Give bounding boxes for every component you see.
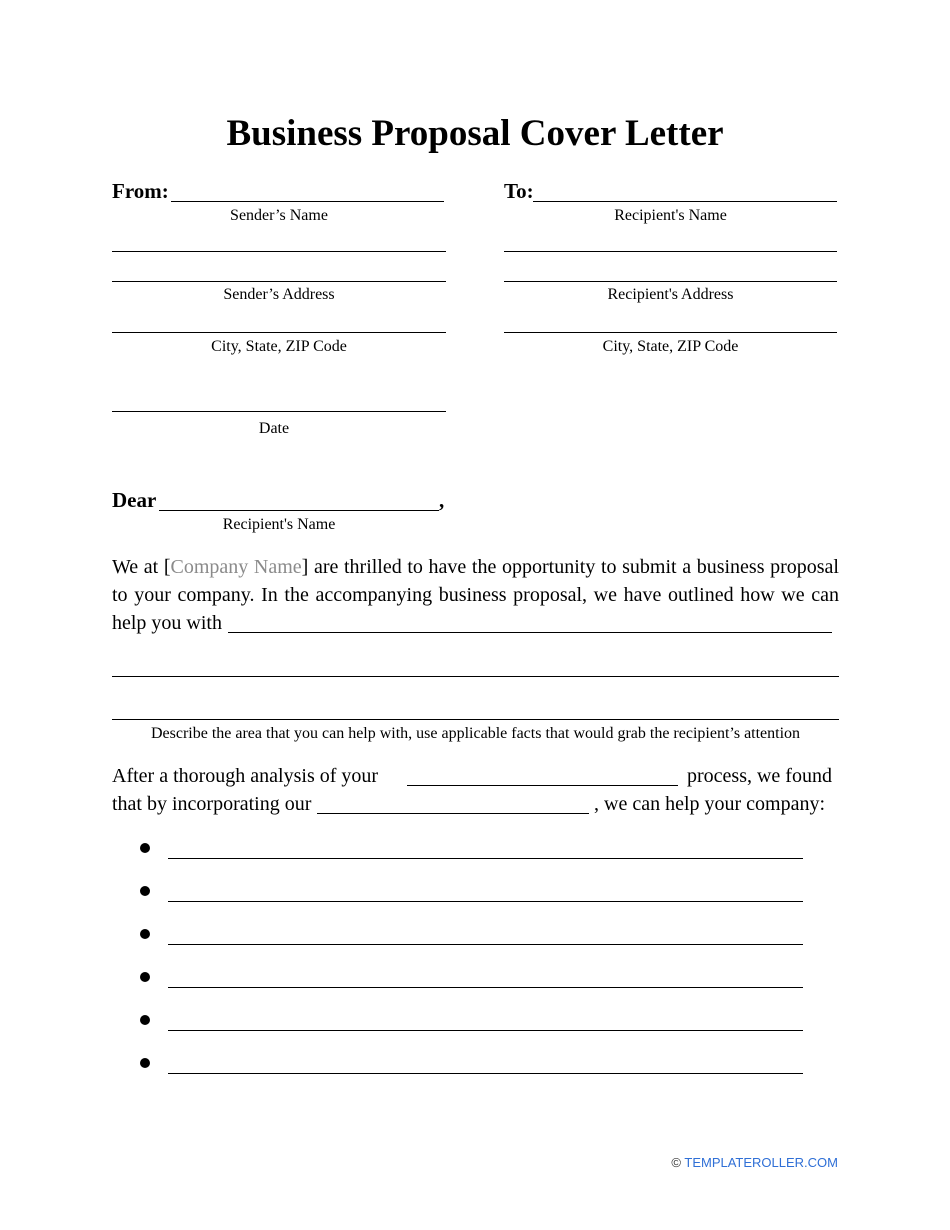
sender-address-line1-field[interactable] — [112, 251, 446, 252]
paragraph2-line2-b: , we can help your company: — [594, 793, 826, 815]
sender-name-field[interactable] — [171, 201, 444, 202]
sender-city-caption: City, State, ZIP Code — [211, 338, 347, 355]
paragraph2-line2-a: that by incorporating our — [112, 793, 312, 815]
bullet-icon — [140, 972, 150, 982]
to-label: To: — [504, 179, 534, 203]
salutation-comma: , — [439, 488, 445, 512]
templateroller-link[interactable]: TEMPLATEROLLER.COM — [684, 1155, 838, 1170]
bullet-icon — [140, 843, 150, 853]
help-description-line2-field[interactable] — [112, 719, 839, 720]
footer-credit — [671, 1155, 838, 1170]
dear-label: Dear — [112, 488, 157, 512]
benefit-field[interactable] — [168, 944, 803, 945]
bullet-icon — [140, 886, 150, 896]
recipient-city-field[interactable] — [504, 332, 837, 333]
paragraph1-line1-rest: ] are thrilled to have the opportunity to submit a business proposal — [301, 556, 839, 578]
date-caption: Date — [258, 420, 290, 437]
from-label: From: — [112, 179, 169, 203]
benefit-field[interactable] — [168, 1030, 803, 1031]
benefit-field[interactable] — [168, 901, 803, 902]
document-title: Business Proposal Cover Letter — [226, 113, 724, 154]
benefit-field[interactable] — [168, 987, 803, 988]
date-field[interactable] — [112, 411, 446, 412]
salutation-name-field[interactable] — [159, 510, 439, 511]
recipient-address-line2-field[interactable] — [504, 281, 837, 282]
paragraph2-line1-b: process, we found — [687, 765, 832, 787]
incorporating-field[interactable] — [317, 813, 589, 814]
salutation-caption: Recipient's Name — [222, 516, 336, 533]
recipient-address-caption: Recipient's Address — [607, 286, 734, 303]
paragraph1-line2: to your company. In the accompanying business proposal, we have outlined how we can — [112, 584, 839, 606]
bullet-icon — [140, 1058, 150, 1068]
sender-city-field[interactable] — [112, 332, 446, 333]
recipient-name-caption: Recipient's Name — [614, 207, 727, 224]
benefit-field[interactable] — [168, 1073, 803, 1074]
recipient-city-caption: City, State, ZIP Code — [602, 338, 739, 355]
paragraph1-line1 — [112, 553, 839, 581]
benefit-field[interactable] — [168, 858, 803, 859]
describe-caption: Describe the area that you can help with, use applicable facts that would grab the recipient’s attention — [150, 725, 801, 742]
help-description-line1-field[interactable] — [112, 676, 839, 677]
sender-name-caption: Sender’s Name — [230, 207, 328, 224]
paragraph1-line3-prefix: help you with — [112, 612, 222, 634]
sender-address-line2-field[interactable] — [112, 281, 446, 282]
bullet-icon — [140, 929, 150, 939]
company-name-placeholder[interactable]: Company Name — [170, 556, 302, 578]
paragraph1-prefix: We at [ — [112, 556, 171, 578]
copyright-symbol: © — [671, 1155, 681, 1170]
recipient-address-line1-field[interactable] — [504, 251, 837, 252]
recipient-name-field[interactable] — [533, 201, 837, 202]
paragraph2-line1-a: After a thorough analysis of your — [112, 765, 379, 787]
analysis-process-field[interactable] — [407, 785, 678, 786]
sender-address-caption: Sender’s Address — [223, 286, 335, 303]
help-with-field[interactable] — [228, 632, 832, 633]
bullet-icon — [140, 1015, 150, 1025]
